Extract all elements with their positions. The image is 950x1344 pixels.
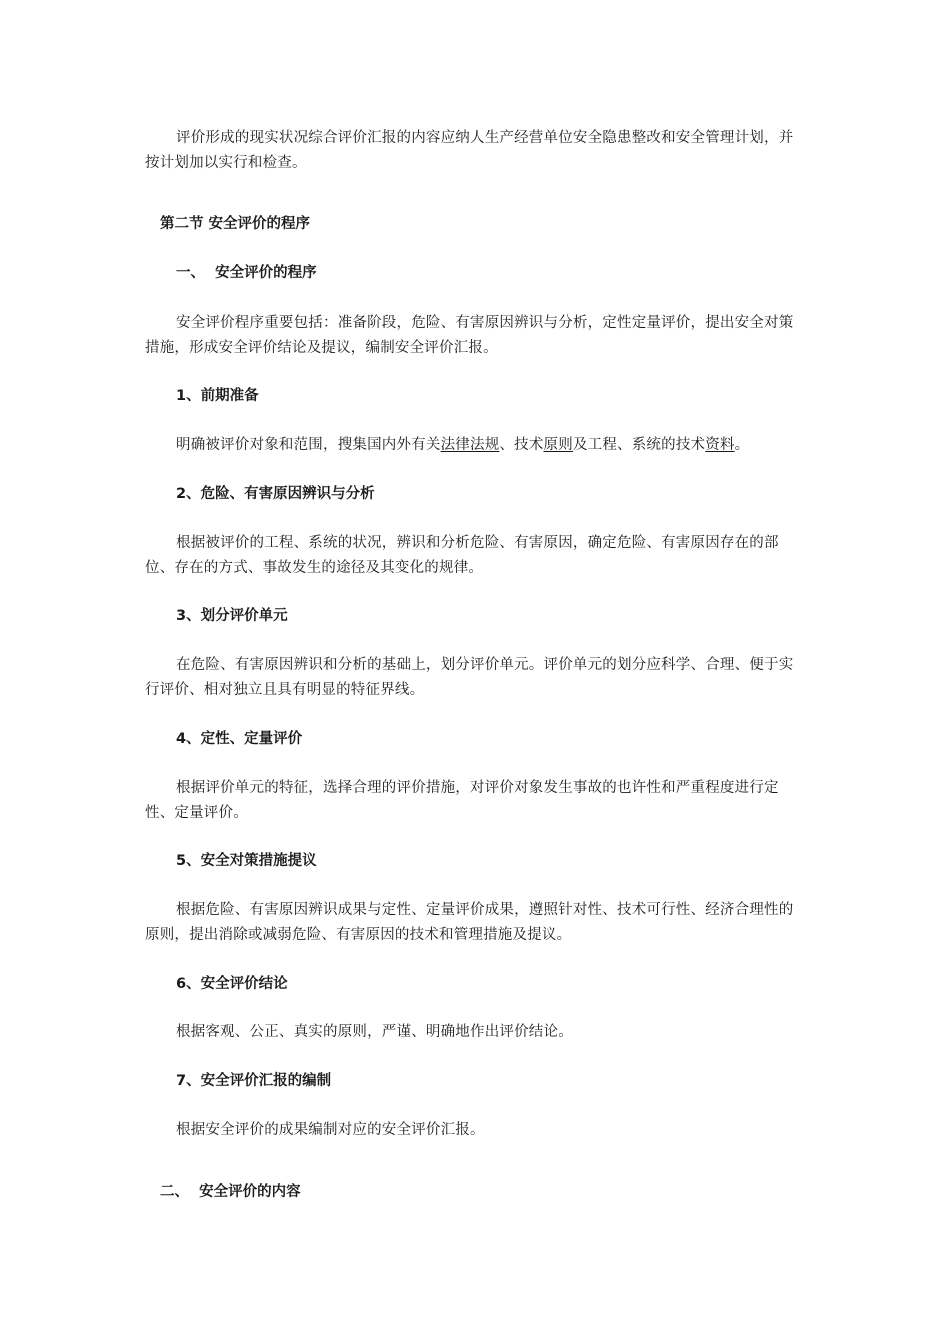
step5-paragraph: 根据危险、有害原因辨识成果与定性、定量评价成果，遵照针对性、技术可行性、经济合理性的原则，提出消除或减弱危险、有害原因的技术和管理措施及提议。 xyxy=(145,902,794,943)
step6-paragraph: 根据客观、公正、真实的原则，严谨、明确地作出评价结论。 xyxy=(176,1024,573,1040)
part1-title: 一、 安全评价的程序 xyxy=(176,265,317,281)
step1-text-c: 及工程、系统的技术 xyxy=(572,437,706,453)
step6-title: 6、安全评价结论 xyxy=(176,976,288,992)
step1-title: 1、前期准备 xyxy=(176,388,259,404)
step1-text-b: 、技术 xyxy=(499,437,544,453)
step3-paragraph: 在危险、有害原因辨识和分析的基础上，划分评价单元。评价单元的划分应科学、合理、便于实行评价、相对独立且具有明显的特征界线。 xyxy=(145,657,794,698)
step7-title: 7、安全评价汇报的编制 xyxy=(176,1073,332,1089)
intro-paragraph: 评价形成的现实状况综合评价汇报的内容应纳人生产经营单位安全隐患整改和安全管理计划，并按计划加以实行和检查。 xyxy=(145,130,794,171)
link-principles[interactable]: 原则 xyxy=(543,437,573,453)
step2-title: 2、危险、有害原因辨识与分析 xyxy=(176,486,375,502)
link-materials[interactable]: 资料 xyxy=(705,437,735,453)
step1-text-d: 。 xyxy=(734,437,750,453)
part2-title: 二、 安全评价的内容 xyxy=(160,1184,301,1200)
step7-paragraph: 根据安全评价的成果编制对应的安全评价汇报。 xyxy=(176,1122,485,1138)
part1-paragraph: 安全评价程序重要包括：准备阶段，危险、有害原因辨识与分析，定性定量评价，提出安全对策措施，形成安全评价结论及提议，编制安全评价汇报。 xyxy=(145,315,794,356)
step3-title: 3、划分评价单元 xyxy=(176,608,288,624)
step1-paragraph xyxy=(145,433,805,458)
section-title: 第二节 安全评价的程序 xyxy=(160,216,311,232)
step2-paragraph: 根据被评价的工程、系统的状况，辨识和分析危险、有害原因，确定危险、有害原因存在的部位、存在的方式、事故发生的途径及其变化的规律。 xyxy=(145,535,779,576)
link-laws-regulations[interactable]: 法律法规 xyxy=(440,437,500,453)
step4-paragraph: 根据评价单元的特征，选择合理的评价措施，对评价对象发生事故的也许性和严重程度进行定性、定量评价。 xyxy=(145,780,779,821)
step4-title: 4、定性、定量评价 xyxy=(176,731,303,747)
step5-title: 5、安全对策措施提议 xyxy=(176,853,317,869)
step1-text-a: 明确被评价对象和范围，搜集国内外有关 xyxy=(176,437,441,453)
